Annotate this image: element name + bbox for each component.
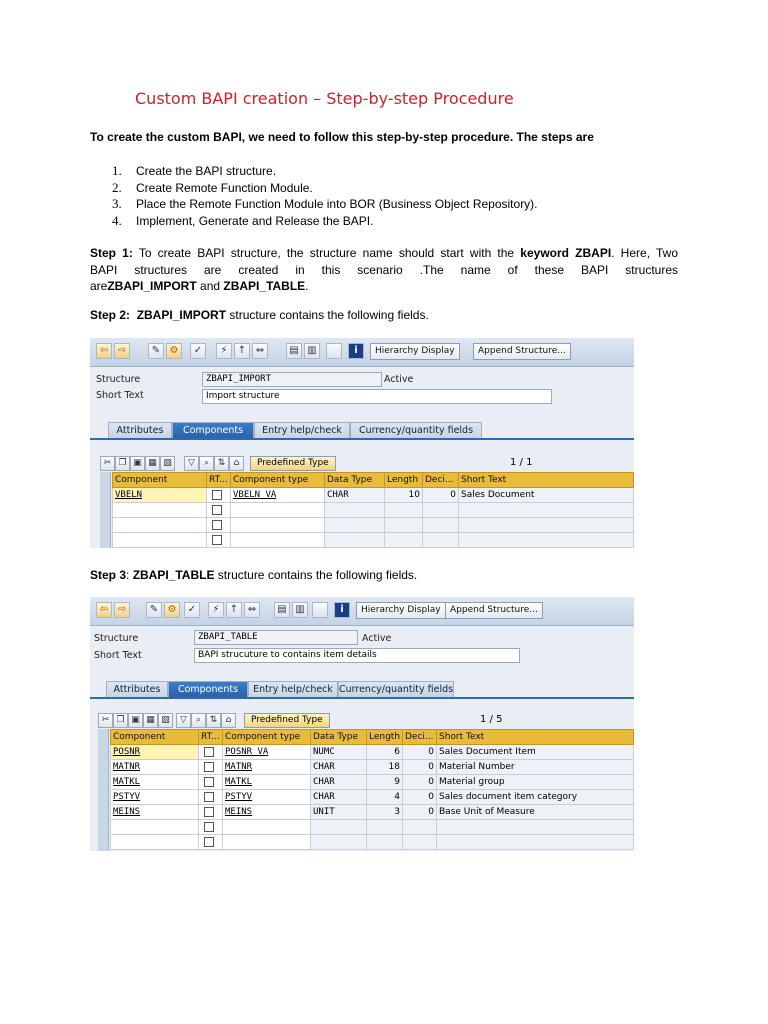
component-type-cell[interactable]: MEINS [223, 805, 311, 820]
row-selector-column[interactable] [100, 472, 111, 548]
deci-cell: 0 [423, 488, 459, 503]
sort-icon[interactable]: ⇅ [214, 456, 229, 471]
component-cell[interactable]: MATNR [111, 760, 199, 775]
tab-entry-help[interactable]: Entry help/check [248, 681, 338, 697]
list-item: 2. Create Remote Function Module. [112, 179, 313, 195]
table-row[interactable] [111, 775, 634, 790]
col-deci[interactable]: Deci... [423, 473, 459, 488]
tab-currency-fields[interactable]: Currency/quantity fields [350, 422, 482, 438]
shorttext-field[interactable]: Import structure [202, 389, 552, 404]
paste-icon[interactable]: ▣ [128, 713, 143, 728]
tab-strip [90, 681, 634, 699]
hierarchy-display-button[interactable]: Hierarchy Display [356, 602, 446, 619]
search-help-icon[interactable]: ⌕ [199, 456, 214, 471]
paste-icon[interactable]: ▣ [130, 456, 145, 471]
component-type-cell[interactable]: MATKL [223, 775, 311, 790]
components-table [112, 472, 634, 548]
row-selector-column[interactable] [98, 729, 109, 851]
filter-icon[interactable]: ▽ [184, 456, 199, 471]
check-icon[interactable]: ✓ [184, 602, 200, 618]
table-row[interactable] [113, 533, 634, 548]
data-type-cell: NUMC [311, 745, 367, 760]
pager: 1 / 1 [510, 457, 533, 468]
short-text-cell: Sales document item category [437, 790, 634, 805]
data-type-cell: CHAR [325, 488, 385, 503]
display-change-icon[interactable]: ✎ [148, 343, 164, 359]
grid-toolbar [100, 454, 630, 472]
copy-icon[interactable]: ❐ [113, 713, 128, 728]
forward-icon[interactable]: ⇨ [114, 602, 130, 618]
tab-currency-fields[interactable]: Currency/quantity fields [338, 681, 454, 697]
col-rt[interactable]: RT... [207, 473, 231, 488]
insert-row-icon[interactable]: ▦ [145, 456, 160, 471]
component-type-cell[interactable]: POSNR_VA [223, 745, 311, 760]
col-short-text[interactable]: Short Text [459, 473, 634, 488]
tab-components[interactable]: Components [172, 422, 254, 438]
short-text-cell: Material Number [437, 760, 634, 775]
data-type-cell: CHAR [311, 790, 367, 805]
table-row[interactable] [111, 790, 634, 805]
table-row[interactable] [111, 835, 634, 850]
deci-cell: 0 [403, 790, 437, 805]
col-rt[interactable]: RT... [199, 730, 223, 745]
display-object-list-icon[interactable]: ⇔ [252, 343, 268, 359]
sap-screen-zbapi-table [90, 597, 634, 851]
predefined-type-button[interactable]: Predefined Type [250, 456, 336, 471]
blank-icon[interactable] [312, 602, 328, 618]
delete-row-icon[interactable]: ▧ [158, 713, 173, 728]
list-item: 1. Create the BAPI structure. [112, 163, 277, 178]
deci-cell: 0 [403, 760, 437, 775]
where-used-icon[interactable]: ↑ [234, 343, 250, 359]
hierarchy-icon[interactable]: ▤ [286, 343, 302, 359]
table-row[interactable] [113, 518, 634, 533]
sap-screen-zbapi-import [90, 338, 634, 548]
rt-checkbox[interactable] [207, 488, 231, 503]
display-object-list-icon[interactable]: ⇔ [244, 602, 260, 618]
info-icon[interactable]: i [348, 343, 364, 359]
print-icon[interactable]: ▥ [292, 602, 308, 618]
component-cell[interactable]: VBELN [113, 488, 207, 503]
data-type-cell: CHAR [311, 760, 367, 775]
rt-checkbox[interactable] [199, 805, 223, 820]
grid-toolbar [98, 711, 628, 729]
status-label: Active [384, 374, 414, 385]
rt-checkbox[interactable] [199, 775, 223, 790]
component-cell[interactable]: PSTYV [111, 790, 199, 805]
component-type-cell[interactable]: PSTYV [223, 790, 311, 805]
predefined-type-button[interactable]: Predefined Type [244, 713, 330, 728]
length-cell: 10 [385, 488, 423, 503]
component-cell[interactable]: POSNR [111, 745, 199, 760]
pager: 1 / 5 [480, 714, 503, 725]
list-item: 4. Implement, Generate and Release the BAPI. [112, 212, 374, 228]
length-cell: 9 [367, 775, 403, 790]
short-text-cell: Material group [437, 775, 634, 790]
structure-field[interactable]: ZBAPI_IMPORT [202, 372, 382, 387]
find-icon[interactable]: ⌂ [229, 456, 244, 471]
component-type-cell[interactable]: MATNR [223, 760, 311, 775]
deci-cell: 0 [403, 805, 437, 820]
application-toolbar [90, 338, 634, 367]
append-structure-button[interactable]: Append Structure... [473, 343, 571, 360]
col-length[interactable]: Length [367, 730, 403, 745]
tab-attributes[interactable]: Attributes [108, 422, 172, 438]
step3-heading: Step 3: ZBAPI_TABLE structure contains the following fields. [90, 568, 418, 582]
back-icon[interactable]: ⇦ [96, 343, 112, 359]
where-used-icon[interactable]: ↑ [226, 602, 242, 618]
check-icon[interactable]: ✓ [190, 343, 206, 359]
length-cell: 4 [367, 790, 403, 805]
step1-paragraph: Step 1: To create BAPI structure, the structure name should start with the keyword ZBAPI. Here, Two BAPI structures are created in this scenario .The name of these BAPI structures areZBAPI_IMPORT and ZBAPI_TABLE. [90, 246, 678, 293]
components-table [110, 729, 634, 850]
data-type-cell: CHAR [311, 775, 367, 790]
filter-icon[interactable]: ▽ [176, 713, 191, 728]
delete-row-icon[interactable]: ▧ [160, 456, 175, 471]
copy-icon[interactable]: ❐ [115, 456, 130, 471]
hierarchy-icon[interactable]: ▤ [274, 602, 290, 618]
deci-cell: 0 [403, 775, 437, 790]
tab-components[interactable]: Components [168, 681, 248, 697]
col-component[interactable]: Component [111, 730, 199, 745]
append-structure-button[interactable]: Append Structure... [445, 602, 543, 619]
cut-icon[interactable]: ✂ [100, 456, 115, 471]
shorttext-label: Short Text [94, 650, 142, 661]
structure-label: Structure [96, 374, 141, 385]
structure-field[interactable]: ZBAPI_TABLE [194, 630, 358, 645]
blank-icon[interactable] [326, 343, 342, 359]
table-row[interactable] [111, 745, 634, 760]
cut-icon[interactable]: ✂ [98, 713, 113, 728]
activate-icon[interactable]: ⚡ [208, 602, 224, 618]
list-item: 3. Place the Remote Function Module into BOR (Business Object Repository). [112, 196, 538, 211]
col-component[interactable]: Component [113, 473, 207, 488]
col-component-type[interactable]: Component type [231, 473, 325, 488]
find-icon[interactable]: ⌂ [221, 713, 236, 728]
back-icon[interactable]: ⇦ [96, 602, 112, 618]
hierarchy-display-button[interactable]: Hierarchy Display [370, 343, 460, 360]
col-data-type[interactable]: Data Type [325, 473, 385, 488]
tab-attributes[interactable]: Attributes [106, 681, 168, 697]
table-row[interactable] [111, 805, 634, 820]
table-row[interactable] [113, 503, 634, 518]
rt-checkbox[interactable] [199, 760, 223, 775]
col-short-text[interactable]: Short Text [437, 730, 634, 745]
print-icon[interactable]: ▥ [304, 343, 320, 359]
short-text-cell: Base Unit of Measure [437, 805, 634, 820]
forward-icon[interactable]: ⇨ [114, 343, 130, 359]
sort-icon[interactable]: ⇅ [206, 713, 221, 728]
table-row[interactable] [111, 820, 634, 835]
page-title: Custom BAPI creation – Step-by-step Procedure [135, 89, 514, 108]
short-text-cell: Sales Document [459, 488, 634, 503]
table-row[interactable] [113, 488, 634, 503]
display-change-icon[interactable]: ✎ [146, 602, 162, 618]
info-icon[interactable]: i [334, 602, 350, 618]
status-label: Active [362, 633, 392, 644]
rt-checkbox[interactable] [199, 790, 223, 805]
shorttext-field[interactable]: BAPI strucuture to contains item details [194, 648, 520, 663]
rt-checkbox[interactable] [199, 745, 223, 760]
other-object-icon[interactable]: ⚙ [164, 602, 180, 618]
intro-text: To create the custom BAPI, we need to follow this step-by-step procedure. The steps are [90, 130, 594, 144]
length-cell: 6 [367, 745, 403, 760]
col-length[interactable]: Length [385, 473, 423, 488]
component-type-cell[interactable]: VBELN_VA [231, 488, 325, 503]
col-deci[interactable]: Deci... [403, 730, 437, 745]
structure-label: Structure [94, 633, 139, 644]
length-cell: 18 [367, 760, 403, 775]
step2-heading: Step 2: ZBAPI_IMPORT structure contains the following fields. [90, 308, 429, 322]
application-toolbar [90, 597, 634, 626]
table-row[interactable] [111, 760, 634, 775]
length-cell: 3 [367, 805, 403, 820]
deci-cell: 0 [403, 745, 437, 760]
search-help-icon[interactable]: ⌕ [191, 713, 206, 728]
tab-entry-help[interactable]: Entry help/check [254, 422, 350, 438]
col-component-type[interactable]: Component type [223, 730, 311, 745]
data-type-cell: UNIT [311, 805, 367, 820]
other-object-icon[interactable]: ⚙ [166, 343, 182, 359]
insert-row-icon[interactable]: ▦ [143, 713, 158, 728]
component-cell[interactable]: MATKL [111, 775, 199, 790]
activate-icon[interactable]: ⚡ [216, 343, 232, 359]
tab-strip [90, 422, 634, 440]
shorttext-label: Short Text [96, 390, 144, 401]
steps-list [112, 163, 538, 229]
component-cell[interactable]: MEINS [111, 805, 199, 820]
short-text-cell: Sales Document Item [437, 745, 634, 760]
col-data-type[interactable]: Data Type [311, 730, 367, 745]
